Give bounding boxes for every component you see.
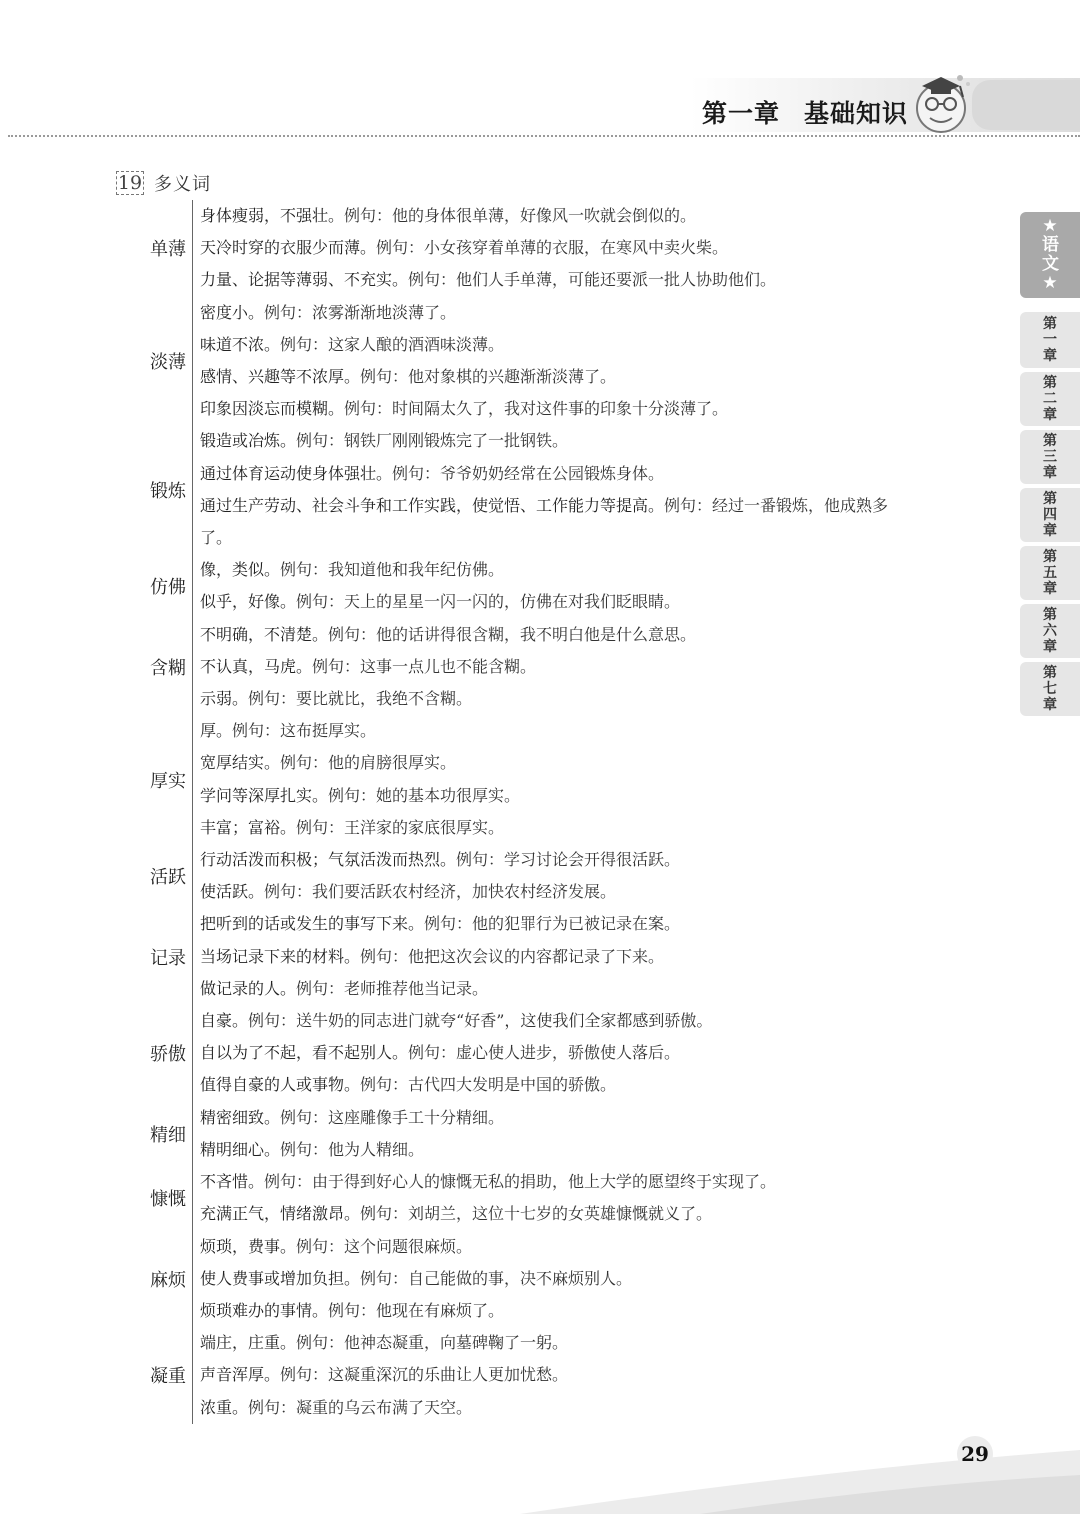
definition-line [200,458,890,490]
definition-meaning: 天冷时穿的衣服少而薄。 [200,238,377,258]
definition-meaning: 不明确，不清楚。 [200,624,329,644]
definition-meaning: 印象因淡忘而模糊。 [200,399,345,419]
definition-example: 例句：钢铁厂刚刚锻炼完了一批钢铁。 [296,431,569,451]
tab-chapter-1-label: 第一章 [1043,316,1057,364]
entry-definitions [192,715,520,844]
tab-chapter-4[interactable] [1020,488,1080,542]
entry [150,619,890,716]
entry-term: 凝重 [150,1366,186,1388]
definition-line [200,747,520,779]
tab-chapter-3[interactable] [1020,430,1080,484]
definition-line [200,1263,632,1295]
entry [150,1231,890,1328]
definition-meaning: 不认真，马虎。 [200,656,313,676]
definition-example: 例句：他们人手单薄，可能还要派一批人协助他们。 [408,270,777,290]
definition-meaning: 像，类似。 [200,560,281,580]
definition-meaning: 示弱。 [200,689,249,709]
entry-term: 含糊 [150,657,186,679]
entry [150,715,890,844]
definition-example: 例句：他把这次会议的内容都记录了下来。 [360,946,665,966]
definition-line [200,297,728,329]
definition-line [200,651,696,683]
page-number: 29 [957,1436,993,1472]
definition-meaning: 厚。 [200,721,233,741]
chapter-subtitle: 基础知识 [804,99,909,128]
definition-meaning: 精明细心。 [200,1139,281,1159]
definition-example: 例句：我们要活跃农村经济，加快农村经济发展。 [264,882,617,902]
entry [150,1327,890,1424]
definition-meaning: 身体瘦弱，不强壮。 [200,206,345,225]
entry [150,1005,890,1102]
tab-chapter-3-label: 第三章 [1043,433,1057,481]
definition-example: 例句：他对象棋的兴趣渐渐淡薄了。 [360,367,617,387]
entry-term: 麻烦 [150,1269,186,1291]
definition-example: 例句：他的身体很单薄，好像风一吹就会倒似的。 [344,206,697,225]
entry-term: 仿佛 [150,577,186,599]
definition-line [200,683,696,715]
definition-line [200,844,680,876]
definition-line [200,908,680,940]
definition-example: 例句：小女孩穿着单薄的衣服，在寒风中卖火柴。 [376,238,729,258]
tab-chapter-2[interactable] [1020,372,1080,426]
definition-meaning: 锻造或冶炼。 [200,431,297,451]
entry [150,844,890,908]
tab-subject-label: ★语文★ [1042,216,1059,293]
definition-example: 例句：这家人酿的酒酒味淡薄。 [280,334,505,354]
definition-example: 例句：他为人精细。 [280,1139,425,1159]
definition-meaning: 行动活泼而积极；气氛活泼而热烈。 [200,850,457,870]
definition-example: 例句：凝重的乌云布满了天空。 [248,1397,473,1417]
definition-line [200,780,520,812]
entry [150,1102,890,1166]
entry-definitions [192,1231,632,1328]
entry-term: 记录 [150,947,186,969]
definition-example: 例句：他的肩膀很厚实。 [280,753,457,773]
definition-example: 例句：经过一番锻炼，他成熟多了。 [200,495,889,548]
tab-chapter-2-label: 第二章 [1043,375,1057,423]
definition-example: 例句：送牛奶的同志进门就夸“好香”，这使我们全家都感到骄傲。 [248,1011,713,1031]
entry [150,554,890,618]
definition-line [200,1198,776,1230]
entry [150,425,890,554]
definition-line [200,554,680,586]
definition-example: 例句：他神态凝重，向墓碑鞠了一躬。 [296,1333,569,1353]
definition-meaning: 学问等深厚扎实。 [200,785,329,805]
definition-meaning: 力量、论据等薄弱、不充实。 [200,270,409,290]
tab-chapter-5-label: 第五章 [1043,549,1057,597]
definition-meaning: 自豪。 [200,1011,249,1031]
polysemy-list [150,200,890,1424]
entry-term: 活跃 [150,867,186,889]
definition-meaning: 通过体育运动使身体强壮。 [200,463,393,483]
definition-meaning: 使人费事或增加负担。 [200,1268,361,1288]
header-tab [972,80,1080,130]
section-title: 多义词 [154,174,211,195]
definition-meaning: 自以为了不起，看不起别人。 [200,1043,409,1063]
definition-example: 例句：这凝重深沉的乐曲让人更加忧愁。 [280,1365,569,1385]
definition-example: 例句：学习讨论会开得很活跃。 [456,850,681,870]
definition-meaning: 精密细致。 [200,1107,281,1127]
entry-term: 淡薄 [150,352,186,374]
entry-term: 单薄 [150,239,186,261]
definition-meaning: 声音浑厚。 [200,1365,281,1385]
definition-line [200,619,696,651]
definition-line [200,361,728,393]
definition-meaning: 把听到的话或发生的事写下来。 [200,914,425,934]
entry [150,1166,890,1230]
definition-example: 例句：浓雾渐渐地淡薄了。 [264,302,457,322]
definition-line [200,1359,568,1391]
entry-definitions [192,908,680,1005]
definition-line [200,812,520,844]
entry-definitions [192,1166,776,1230]
entry-definitions [192,200,776,297]
definition-example: 例句：时间隔太久了，我对这件事的印象十分淡薄了。 [344,399,729,419]
definition-line [200,1295,632,1327]
definition-line [200,1069,712,1101]
definition-line [200,941,680,973]
definition-line [200,1231,632,1263]
definition-example: 例句：要比就比，我绝不含糊。 [248,689,473,709]
entry-term: 精细 [150,1124,186,1146]
definition-meaning: 感情、兴趣等不浓厚。 [200,367,361,387]
definition-line [200,715,520,747]
entry-term: 厚实 [150,770,186,792]
definition-example: 例句：这布挺厚实。 [232,721,377,741]
definition-meaning: 做记录的人。 [200,978,297,998]
definition-meaning: 似乎，好像。 [200,592,297,612]
header-divider [8,135,1080,137]
chapter-title [702,94,932,130]
definition-example: 例句：这事一点儿也不能含糊。 [312,656,537,676]
definition-example: 例句：他现在有麻烦了。 [328,1300,505,1320]
tab-chapter-4-label: 第四章 [1043,491,1057,539]
definition-meaning: 烦琐难办的事情。 [200,1300,329,1320]
mascot-icon [908,66,974,136]
definition-meaning: 充满正气，情绪激昂。 [200,1204,361,1224]
definition-line [200,1392,568,1424]
definition-line [200,586,680,618]
definition-example: 例句：爷爷奶奶经常在公园锻炼身体。 [392,463,665,483]
definition-meaning: 宽厚结实。 [200,753,281,773]
definition-example: 例句：老师推荐他当记录。 [296,978,489,998]
entry-term: 锻炼 [150,480,186,502]
tab-chapter-6[interactable] [1020,604,1080,658]
entry-definitions [192,425,890,554]
definition-line [200,1134,504,1166]
definition-line [200,1166,776,1198]
definition-meaning: 密度小。 [200,302,265,322]
definition-example: 例句：自己能做的事，决不麻烦别人。 [360,1268,633,1288]
definition-line [200,329,728,361]
definition-example: 例句：我知道他和我年纪仿佛。 [280,560,505,580]
section-number: 19 [117,172,143,194]
section-heading [116,170,211,196]
definition-example: 例句：刘胡兰，这位十七岁的女英雄慷慨就义了。 [360,1204,713,1224]
definition-example: 例句：她的基本功很厚实。 [328,785,521,805]
definition-example: 例句：他的犯罪行为已被记录在案。 [424,914,681,934]
definition-line [200,264,776,296]
definition-example: 例句：古代四大发明是中国的骄傲。 [360,1075,617,1095]
definition-example: 例句：天上的星星一闪一闪的，仿佛在对我们眨眼睛。 [296,592,681,612]
definition-line [200,973,680,1005]
entry-term: 骄傲 [150,1044,186,1066]
definition-meaning: 丰富；富裕。 [200,817,297,837]
definition-meaning: 不吝惜。 [200,1172,265,1192]
definition-meaning: 当场记录下来的材料。 [200,946,361,966]
definition-example: 例句：由于得到好心人的慷慨无私的捐助，他上大学的愿望终于实现了。 [264,1172,777,1192]
definition-example: 例句：虚心使人进步，骄傲使人落后。 [408,1043,681,1063]
definition-meaning: 通过生产劳动、社会斗争和工作实践，使觉悟、工作能力等提高。 [200,495,665,515]
definition-line [200,1102,504,1134]
entry [150,908,890,1005]
definition-meaning: 使活跃。 [200,882,265,902]
definition-example: 例句：他的话讲得很含糊，我不明白他是什么意思。 [328,624,697,644]
definition-meaning: 烦琐，费事。 [200,1236,297,1256]
entry-definitions [192,844,680,908]
entry-term: 慷慨 [150,1189,186,1211]
definition-line [200,1037,712,1069]
definition-meaning: 值得自豪的人或事物。 [200,1075,361,1095]
entry [150,200,890,297]
tab-chapter-1[interactable] [1020,312,1080,368]
entry-definitions [192,1102,504,1166]
definition-example: 例句：这座雕像手工十分精细。 [280,1107,505,1127]
tab-chapter-7-label: 第七章 [1043,665,1057,713]
entry-definitions [192,554,680,618]
definition-example: 例句：这个问题很麻烦。 [296,1236,473,1256]
entry-definitions [192,1327,568,1424]
definition-line [200,876,680,908]
tab-chapter-5[interactable] [1020,546,1080,600]
entry [150,297,890,426]
tab-chapter-7[interactable] [1020,662,1080,716]
definition-line [200,1327,568,1359]
entry-definitions [192,1005,712,1102]
definition-line [200,425,890,457]
definition-meaning: 味道不浓。 [200,334,281,354]
tab-chapter-6-label: 第六章 [1043,607,1057,655]
tab-subject[interactable] [1020,212,1080,298]
definition-line [200,232,776,264]
footer-swoosh [0,1430,1080,1514]
definition-line [200,490,890,554]
definition-line [200,393,728,425]
definition-meaning: 端庄，庄重。 [200,1333,297,1353]
entry-definitions [192,619,696,716]
definition-meaning: 浓重。 [200,1397,249,1417]
chapter-label: 第一章 [702,99,781,128]
entry-definitions [192,297,728,426]
definition-line [200,1005,712,1037]
definition-example: 例句：王洋家的家底很厚实。 [296,817,505,837]
definition-line [200,200,776,232]
